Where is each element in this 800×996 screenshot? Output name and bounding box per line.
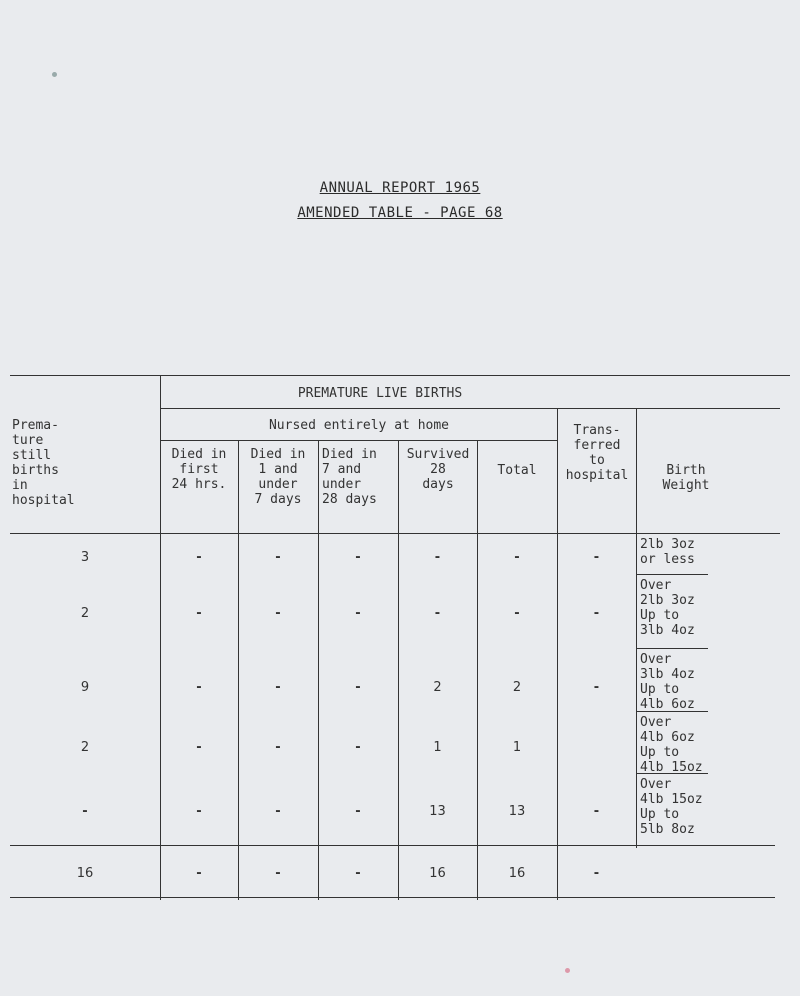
total-died-1-7-cell: - <box>275 866 281 881</box>
col-died-7-28-header: Died in 7 and under 28 days <box>322 447 377 507</box>
birth-weight-cell: Over 4lb 15oz Up to 5lb 8oz <box>640 777 703 837</box>
birth-weight-cell: Over 3lb 4oz Up to 4lb 6oz <box>640 652 695 712</box>
nursed-home-header: Nursed entirely at home <box>268 418 449 433</box>
still-births-cell: 3 <box>80 550 90 565</box>
survived-cell: - <box>434 550 441 565</box>
total-cell: 2 <box>512 680 522 695</box>
birth-weight-header: Birth Weight <box>662 463 710 493</box>
transferred-header: Trans- ferred to hospital <box>565 423 629 483</box>
total-still-births-cell: 16 <box>76 866 94 881</box>
died-24hrs-cell: - <box>196 606 202 621</box>
still-births-cell: - <box>82 804 88 819</box>
total-cell: 1 <box>512 740 522 755</box>
survived-cell: - <box>434 606 441 621</box>
stillbirths-header: Prema- ture still births in hospital <box>12 418 75 508</box>
died-7-28-cell: - <box>355 680 361 695</box>
birth-weight-cell: 2lb 3oz or less <box>640 537 695 567</box>
transferred-cell: - <box>593 804 600 819</box>
died-7-28-cell: - <box>355 606 361 621</box>
still-births-cell: 2 <box>80 606 90 621</box>
birth-weight-cell: Over 4lb 6oz Up to 4lb 15oz <box>640 715 703 775</box>
died-7-28-cell: - <box>355 550 361 565</box>
died-1-7-cell: - <box>275 740 281 755</box>
survived-cell: 13 <box>429 804 446 819</box>
col-survived-header: Survived 28 days <box>406 447 470 492</box>
report-subtitle: AMENDED TABLE - PAGE 68 <box>297 205 503 221</box>
total-died-7-28-cell: - <box>355 866 361 881</box>
col-total-header: Total <box>497 463 537 478</box>
died-24hrs-cell: - <box>196 680 202 695</box>
still-births-cell: 2 <box>80 740 90 755</box>
total-survived-cell: 16 <box>429 866 446 881</box>
paper-speck <box>52 72 57 77</box>
col-died-1-7-header: Died in 1 and under 7 days <box>250 447 306 507</box>
paper-speck <box>565 968 570 973</box>
still-births-cell: 9 <box>80 680 90 695</box>
report-title: ANNUAL REPORT 1965 <box>319 180 481 196</box>
survived-cell: 1 <box>433 740 442 755</box>
birth-weight-cell: Over 2lb 3oz Up to 3lb 4oz <box>640 578 695 638</box>
total-total-cell: 16 <box>508 866 526 881</box>
died-24hrs-cell: - <box>196 804 202 819</box>
total-cell: - <box>514 606 520 621</box>
total-cell: - <box>514 550 520 565</box>
died-1-7-cell: - <box>275 606 281 621</box>
transferred-cell: - <box>593 606 600 621</box>
transferred-cell: - <box>593 680 600 695</box>
died-24hrs-cell: - <box>196 740 202 755</box>
died-7-28-cell: - <box>355 804 361 819</box>
transferred-cell: - <box>593 550 600 565</box>
died-1-7-cell: - <box>275 550 281 565</box>
col-died-24hrs-header: Died in first 24 hrs. <box>171 447 227 492</box>
total-cell: 13 <box>508 804 526 819</box>
survived-cell: 2 <box>433 680 442 695</box>
died-7-28-cell: - <box>355 740 361 755</box>
died-1-7-cell: - <box>275 804 281 819</box>
total-transferred-cell: - <box>593 866 600 881</box>
died-1-7-cell: - <box>275 680 281 695</box>
died-24hrs-cell: - <box>196 550 202 565</box>
total-died-24hrs-cell: - <box>196 866 202 881</box>
live-births-header: PREMATURE LIVE BIRTHS <box>297 386 463 401</box>
